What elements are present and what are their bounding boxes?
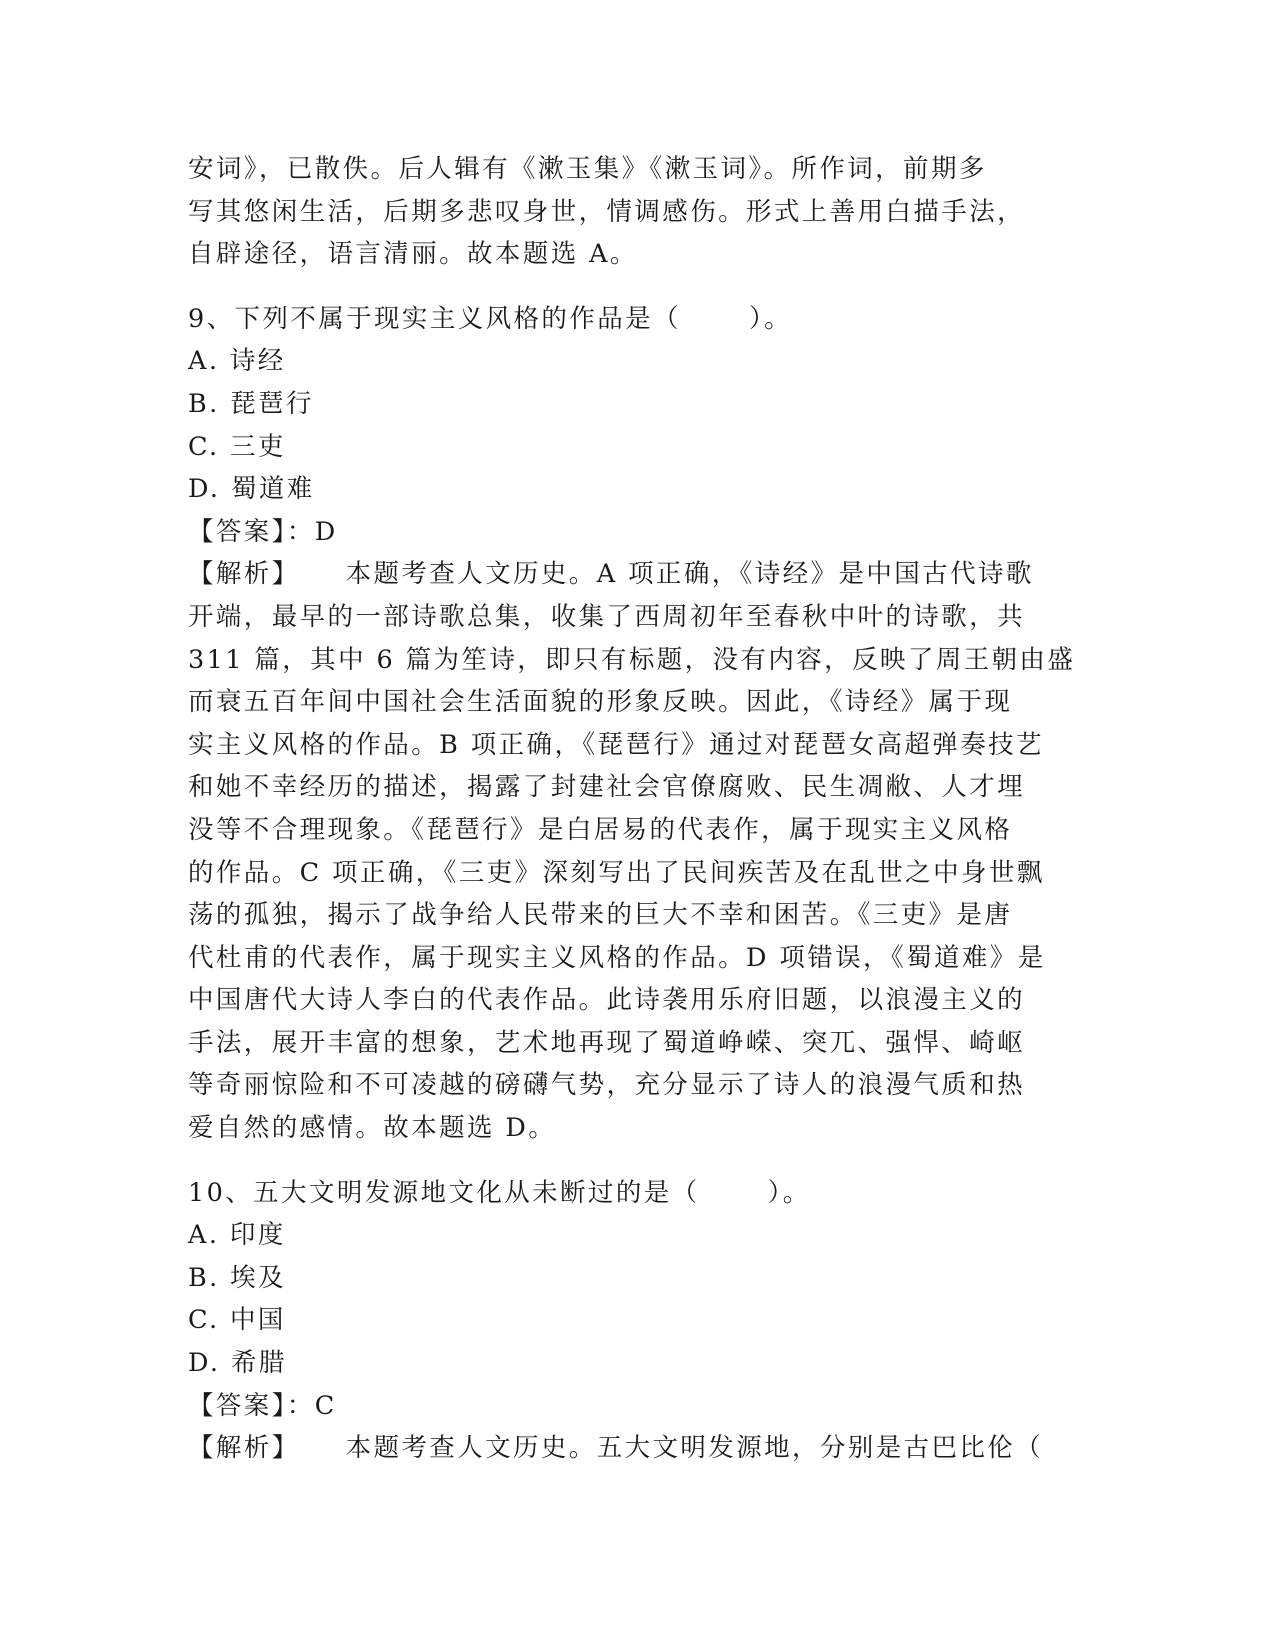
analysis-line: 而衰五百年间中国社会生活面貌的形象反映。因此，《诗经》属于现 — [188, 687, 1013, 718]
spacer — [188, 276, 1088, 298]
text-line: 安词》，已散佚。后人辑有《漱玉集》《漱玉词》。所作词，前期多 — [188, 154, 987, 184]
analysis-label: 【解析】 — [188, 1433, 300, 1464]
option-c: C. 中国 — [188, 1305, 286, 1336]
answer-label: 【答案】： — [188, 1390, 315, 1421]
analysis-label: 【解析】 — [188, 559, 300, 590]
analysis-block — [188, 1427, 1088, 1470]
analysis-line: 311 篇，其中 6 篇为笙诗，即只有标题，没有内容，反映了周王朝由盛 — [188, 644, 1076, 675]
analysis-line: 代杜甫的代表作，属于现实主义风格的作品。D 项错误，《蜀道难》是 — [188, 942, 1046, 973]
question-stem — [188, 1172, 1088, 1215]
analysis-line: 中国唐代大诗人李白的代表作品。此诗袭用乐府旧题，以浪漫主义的 — [188, 985, 1026, 1016]
analysis-line: 没等不合理现象。《琵琶行》是白居易的代表作，属于现实主义风格 — [188, 814, 1013, 845]
stem-text: 10、五大文明发源地文化从未断过的是（ — [188, 1177, 700, 1208]
previous-analysis-continuation — [188, 148, 1088, 276]
analysis-block — [188, 553, 1088, 1149]
analysis-text: 本题考查人文历史。A 项正确，《诗经》是中国古代诗歌 — [345, 559, 1034, 590]
analysis-text: 本题考查人文历史。五大文明发源地，分别是古巴比伦（ — [345, 1433, 1044, 1464]
analysis-line: 爱自然的感情。故本题选 D。 — [188, 1113, 557, 1144]
stem-text: 9、下列不属于现实主义风格的作品是（ — [188, 303, 681, 334]
answer-value: C — [314, 1390, 337, 1421]
analysis-line: 等奇丽惊险和不可凌越的磅礴气势，充分显示了诗人的浪漫气质和热 — [188, 1070, 1026, 1101]
spacer — [188, 1150, 1088, 1172]
question-stem — [188, 298, 1088, 341]
stem-text-end: ）。 — [767, 1177, 811, 1208]
option-b: B. 埃及 — [188, 1262, 286, 1293]
option-d: D. 希腊 — [188, 1348, 287, 1379]
analysis-line: 开端，最早的一部诗歌总集，收集了西周初年至春秋中叶的诗歌，共 — [188, 601, 1026, 632]
text-line: 写其悠闲生活，后期多悲叹身世，情调感伤。形式上善用白描手法， — [188, 196, 1026, 227]
question-9 — [188, 298, 1088, 1150]
answer-label: 【答案】： — [188, 516, 315, 547]
option-a: A. 诗经 — [188, 346, 286, 377]
answer-value: D — [314, 516, 338, 547]
analysis-line: 手法，展开丰富的想象，艺术地再现了蜀道峥嵘、突兀、强悍、崎岖 — [188, 1027, 1026, 1058]
stem-text-end: ）。 — [748, 303, 792, 334]
option-a: A. 印度 — [188, 1220, 286, 1251]
analysis-line: 实主义风格的作品。B 项正确，《琵琶行》通过对琵琶女高超弹奏技艺 — [188, 729, 1044, 760]
analysis-first-line — [188, 1427, 1088, 1470]
document-page — [188, 148, 1088, 1470]
answer-line — [188, 1385, 1088, 1428]
option-c: C. 三吏 — [188, 431, 286, 462]
analysis-first-line — [188, 553, 1088, 596]
answer-line — [188, 511, 1088, 554]
analysis-line: 荡的孤独，揭示了战争给人民带来的巨大不幸和困苦。《三吏》是唐 — [188, 900, 1013, 931]
option-b: B. 琵琶行 — [188, 388, 314, 419]
text-line: 自辟途径，语言清丽。故本题选 A。 — [188, 239, 638, 270]
analysis-line: 的作品。C 项正确，《三吏》深刻写出了民间疾苦及在乱世之中身世飘 — [188, 857, 1045, 888]
option-d: D. 蜀道难 — [188, 474, 315, 505]
analysis-line: 和她不幸经历的描述，揭露了封建社会官僚腐败、民生凋敝、人才埋 — [188, 772, 1026, 803]
question-10 — [188, 1172, 1088, 1470]
